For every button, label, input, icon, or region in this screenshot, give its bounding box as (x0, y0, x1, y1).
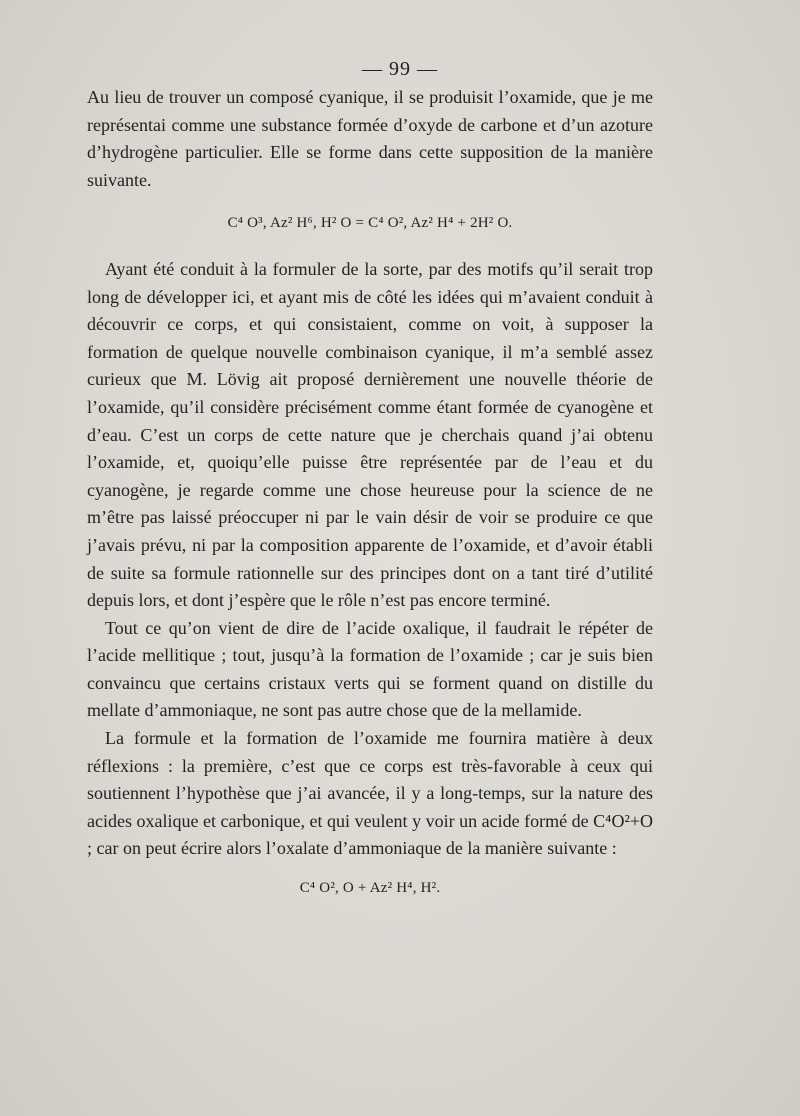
paragraph-1: Au lieu de trouver un composé cyanique, il se produisit l’oxamide, que je me représentai comme une substance formée d’oxyde de carbone et d’un azoture d’hydrogène particulier. Elle se forme dans cette supposition de la manière suivante. (87, 87, 653, 190)
formula-oxamide: C⁴ O³, Az² H⁶, H² O = C⁴ O², Az² H⁴ + 2H² O. (227, 215, 513, 232)
page-number: — 99 — (362, 58, 438, 80)
paragraph-3: Tout ce qu’on vient de dire de l’acide oxalique, il faudrait le répéter de l’acide mellitique ; tout, jusqu’à la formation de l’oxamide ; car je suis bien convaincu que certains cristaux verts qui se forment quand on distille du mellate d’ammoniaque, ne sont pas autre chose que de la mellamide. (87, 617, 653, 721)
paragraph-4: La formule et la formation de l’oxamide me fournira matière à deux réflexions : la première, c’est que ce corps est très-favorable à ceux qui soutiennent l’hypothèse que j’ai avancée, il y a long-temps, sur la nature des acides oxalique et carbonique, et qui veulent y voir un acide formé de C⁴O²+O ; car on peut écrire alors l’oxalate d’ammoniaque de la manière suivante : (87, 728, 653, 859)
formula-oxalate: C⁴ O², O + Az² H⁴, H². (299, 880, 441, 897)
page-body (87, 84, 653, 921)
paragraph-2: Ayant été conduit à la formuler de la sorte, par des motifs qu’il serait trop long de développer ici, et ayant mis de côté les idées qui m’avaient conduit à découvrir ce corps, et qui consistaient, comme on voit, à supposer la formation de quelque nouvelle combinaison cyanique, il m’a semblé assez curieux que M. Lövig ait proposé dernièrement une nouvelle théorie de l’oxamide, qu’il considère précisément comme étant formée de cyanogène et d’eau. C’est un corps de cette nature que je cherchais quand j’ai obtenu l’oxamide, et, quoiqu’elle puisse être représentée par de l’eau et du cyanogène, je regarde comme une chose heureuse pour la science de ne m’être pas laissé préoccuper ni par le vain désir de voir se produire ce que j’avais prévu, ni par la composition apparente de l’oxamide, et d’avoir établi de suite sa formule rationnelle sur des principes dont on a tant tiré d’utilité depuis lors, et dont j’espère que le rôle n’est pas encore terminé. (87, 258, 653, 611)
